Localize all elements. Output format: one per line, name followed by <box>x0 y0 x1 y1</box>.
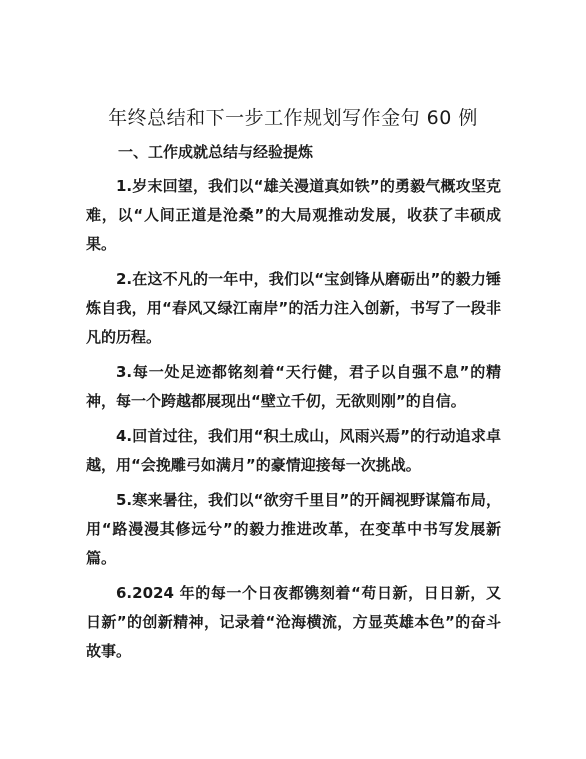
paragraph-2: 2.在这不凡的一年中，我们以“宝剑锋从磨砺出”的毅力锤炼自我，用“春风又绿江南岸”的活力注入创新，书写了一段非凡的历程。 <box>86 270 501 346</box>
paragraph-6: 6.2024 年的每一个日夜都镌刻着“苟日新，日日新，又日新”的创新精神，记录着“沧海横流，方显英雄本色”的奋斗故事。 <box>86 584 501 660</box>
section-heading: 一、工作成就总结与经验提炼 <box>118 143 314 161</box>
paragraph-5: 5.寒来暑往，我们以“欲穷千里目”的开阔视野谋篇布局，用“路漫漫其修远兮”的毅力推进改革，在变革中书写发展新篇。 <box>86 491 501 567</box>
paragraph-3: 3.每一处足迹都铭刻着“天行健，君子以自强不息”的精神，每一个跨越都展现出“壁立千仞，无欲则刚”的自信。 <box>86 363 501 410</box>
document-title: 年终总结和下一步工作规划写作金句 60 例 <box>108 107 478 129</box>
paragraph-1: 1.岁末回望，我们以“雄关漫道真如铁”的勇毅气概攻坚克难，以“人间正道是沧桑”的大局观推动发展，收获了丰硕成果。 <box>86 177 501 253</box>
document-body <box>86 172 501 672</box>
paragraph-4: 4.回首过往，我们用“积土成山，风雨兴焉”的行动追求卓越，用“会挽雕弓如满月”的豪情迎接每一次挑战。 <box>86 427 501 474</box>
